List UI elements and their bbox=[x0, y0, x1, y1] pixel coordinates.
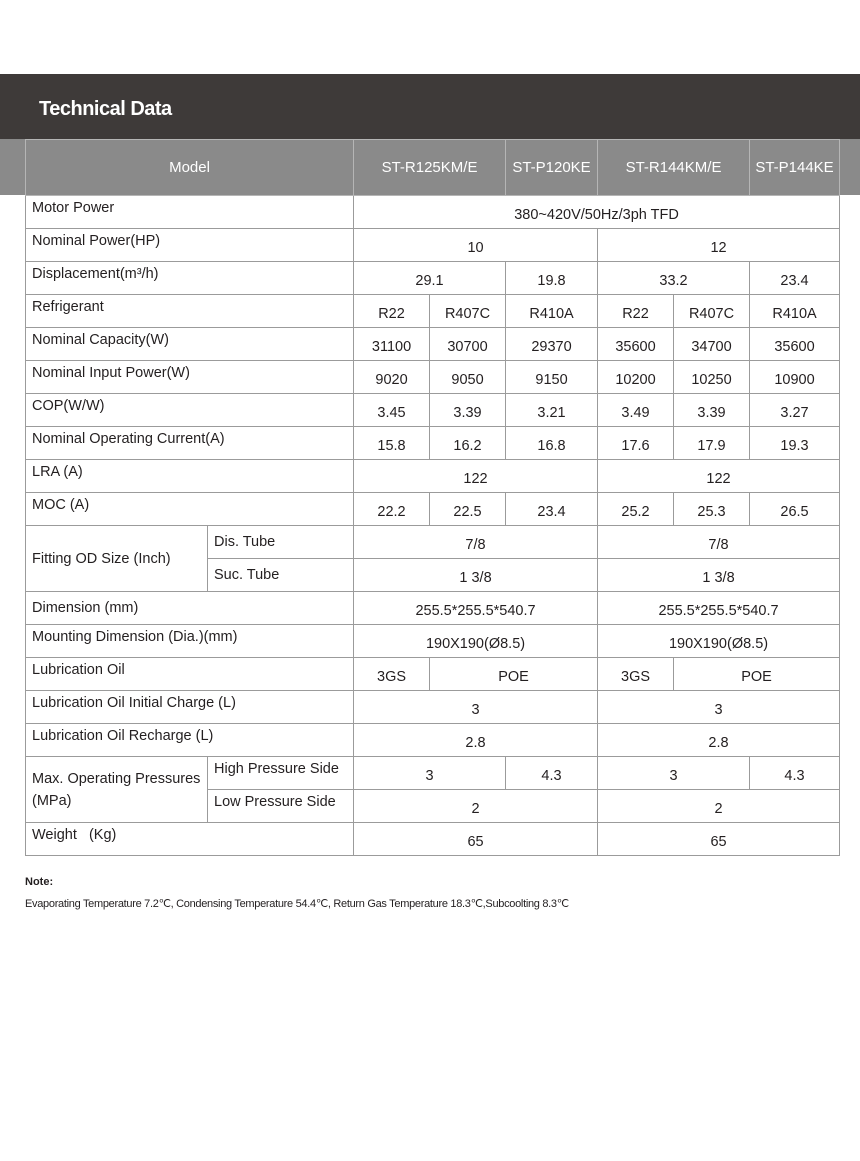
cell-value: 23.4 bbox=[750, 262, 840, 295]
cell-value: R407C bbox=[674, 295, 750, 328]
cell-value: 30700 bbox=[430, 328, 506, 361]
cell-value: 3.21 bbox=[506, 394, 598, 427]
row-label: LRA (A) bbox=[26, 460, 354, 493]
cell-value: 3.39 bbox=[674, 394, 750, 427]
cell-value: 3 bbox=[598, 691, 840, 724]
cell-value: R22 bbox=[598, 295, 674, 328]
model-header: Model bbox=[26, 140, 354, 196]
table-row bbox=[26, 658, 840, 691]
cell-value: 25.3 bbox=[674, 493, 750, 526]
table-row bbox=[26, 526, 840, 559]
cell-value: 2 bbox=[354, 790, 598, 823]
cell-value: 1 3/8 bbox=[598, 559, 840, 592]
cell-value: 17.6 bbox=[598, 427, 674, 460]
row-label: Refrigerant bbox=[26, 295, 354, 328]
cell-value: 3 bbox=[354, 691, 598, 724]
row-label bbox=[26, 757, 208, 823]
header-row bbox=[26, 140, 840, 196]
cell-value: 9050 bbox=[430, 361, 506, 394]
cell-value: R410A bbox=[506, 295, 598, 328]
table-row bbox=[26, 724, 840, 757]
row-label: Weight (Kg) bbox=[26, 823, 354, 856]
model-name: ST-R144KM/E bbox=[598, 140, 750, 196]
sub-label: High Pressure Side bbox=[208, 757, 354, 790]
cell-value: 35600 bbox=[598, 328, 674, 361]
note-title: Note: bbox=[25, 876, 54, 888]
table-row bbox=[26, 460, 840, 493]
row-label: Dimension (mm) bbox=[26, 592, 354, 625]
row-label: Displacement(m³/h) bbox=[26, 262, 354, 295]
table-row bbox=[26, 361, 840, 394]
cell-value: 4.3 bbox=[750, 757, 840, 790]
cell-value: 9150 bbox=[506, 361, 598, 394]
table-row bbox=[26, 295, 840, 328]
page-title: Technical Data bbox=[39, 98, 172, 120]
cell-value: 255.5*255.5*540.7 bbox=[598, 592, 840, 625]
row-label: COP(W/W) bbox=[26, 394, 354, 427]
cell-value: 35600 bbox=[750, 328, 840, 361]
row-label: Mounting Dimension (Dia.)(mm) bbox=[26, 625, 354, 658]
cell-value: 3.39 bbox=[430, 394, 506, 427]
table-row bbox=[26, 229, 840, 262]
cell-value: 122 bbox=[354, 460, 598, 493]
cell-value: 26.5 bbox=[750, 493, 840, 526]
row-label: Lubrication Oil Initial Charge (L) bbox=[26, 691, 354, 724]
table-row bbox=[26, 394, 840, 427]
table-row bbox=[26, 328, 840, 361]
row-label: Nominal Input Power(W) bbox=[26, 361, 354, 394]
cell-value: 16.8 bbox=[506, 427, 598, 460]
sub-label: Low Pressure Side bbox=[208, 790, 354, 823]
row-label: Lubrication Oil bbox=[26, 658, 354, 691]
row-label: Nominal Operating Current(A) bbox=[26, 427, 354, 460]
cell-value: 4.3 bbox=[506, 757, 598, 790]
cell-value: 7/8 bbox=[354, 526, 598, 559]
cell-value: 190X190(Ø8.5) bbox=[598, 625, 840, 658]
model-name: ST-P120KE bbox=[506, 140, 598, 196]
table-row bbox=[26, 691, 840, 724]
model-name: ST-R125KM/E bbox=[354, 140, 506, 196]
cell-value: 34700 bbox=[674, 328, 750, 361]
row-label: Nominal Capacity(W) bbox=[26, 328, 354, 361]
table-row bbox=[26, 196, 840, 229]
cell-value: 3.49 bbox=[598, 394, 674, 427]
cell-value: 19.8 bbox=[506, 262, 598, 295]
table-row bbox=[26, 625, 840, 658]
cell-value: 3.27 bbox=[750, 394, 840, 427]
row-label-line: (MPa) bbox=[32, 792, 72, 809]
cell-value: R410A bbox=[750, 295, 840, 328]
sub-label: Dis. Tube bbox=[208, 526, 354, 559]
cell-value: 7/8 bbox=[598, 526, 840, 559]
cell-value: 3GS bbox=[354, 658, 430, 691]
cell-value: 10250 bbox=[674, 361, 750, 394]
cell-value: 23.4 bbox=[506, 493, 598, 526]
cell-value: 17.9 bbox=[674, 427, 750, 460]
cell-value: 65 bbox=[354, 823, 598, 856]
row-label: Motor Power bbox=[26, 196, 354, 229]
cell-value: 3GS bbox=[598, 658, 674, 691]
model-name: ST-P144KE bbox=[750, 140, 840, 196]
cell-value: R22 bbox=[354, 295, 430, 328]
row-label: Nominal Power(HP) bbox=[26, 229, 354, 262]
cell-value: 22.5 bbox=[430, 493, 506, 526]
cell-value: 15.8 bbox=[354, 427, 430, 460]
cell-value: 3 bbox=[354, 757, 506, 790]
table-row bbox=[26, 592, 840, 625]
cell-value: 380~420V/50Hz/3ph TFD bbox=[354, 196, 840, 229]
cell-value: 2 bbox=[598, 790, 840, 823]
cell-value: 19.3 bbox=[750, 427, 840, 460]
row-label: Fitting OD Size (Inch) bbox=[26, 526, 208, 592]
cell-value: 29.1 bbox=[354, 262, 506, 295]
technical-data-table bbox=[25, 139, 840, 856]
cell-value: 25.2 bbox=[598, 493, 674, 526]
cell-value: 1 3/8 bbox=[354, 559, 598, 592]
row-label: MOC (A) bbox=[26, 493, 354, 526]
cell-value: 33.2 bbox=[598, 262, 750, 295]
cell-value: 255.5*255.5*540.7 bbox=[354, 592, 598, 625]
table-row bbox=[26, 493, 840, 526]
note-text: Evaporating Temperature 7.2℃, Condensing Temperature 54.4℃, Return Gas Temperature 18.3℃,Subcoolting 8.3℃ bbox=[25, 898, 569, 910]
cell-value: 190X190(Ø8.5) bbox=[354, 625, 598, 658]
cell-value: 10200 bbox=[598, 361, 674, 394]
table-row bbox=[26, 823, 840, 856]
cell-value: 10 bbox=[354, 229, 598, 262]
cell-value: 3.45 bbox=[354, 394, 430, 427]
row-label: Lubrication Oil Recharge (L) bbox=[26, 724, 354, 757]
table-row bbox=[26, 262, 840, 295]
table-row bbox=[26, 757, 840, 790]
cell-value: 2.8 bbox=[598, 724, 840, 757]
cell-value: POE bbox=[674, 658, 840, 691]
cell-value: 2.8 bbox=[354, 724, 598, 757]
cell-value: 31100 bbox=[354, 328, 430, 361]
cell-value: 3 bbox=[598, 757, 750, 790]
cell-value: 16.2 bbox=[430, 427, 506, 460]
cell-value: 9020 bbox=[354, 361, 430, 394]
cell-value: 29370 bbox=[506, 328, 598, 361]
cell-value: 10900 bbox=[750, 361, 840, 394]
cell-value: 22.2 bbox=[354, 493, 430, 526]
cell-value: POE bbox=[430, 658, 598, 691]
row-label-line: Max. Operating Pressures bbox=[32, 770, 201, 787]
table-row bbox=[26, 427, 840, 460]
cell-value: R407C bbox=[430, 295, 506, 328]
cell-value: 12 bbox=[598, 229, 840, 262]
cell-value: 65 bbox=[598, 823, 840, 856]
cell-value: 122 bbox=[598, 460, 840, 493]
sub-label: Suc. Tube bbox=[208, 559, 354, 592]
